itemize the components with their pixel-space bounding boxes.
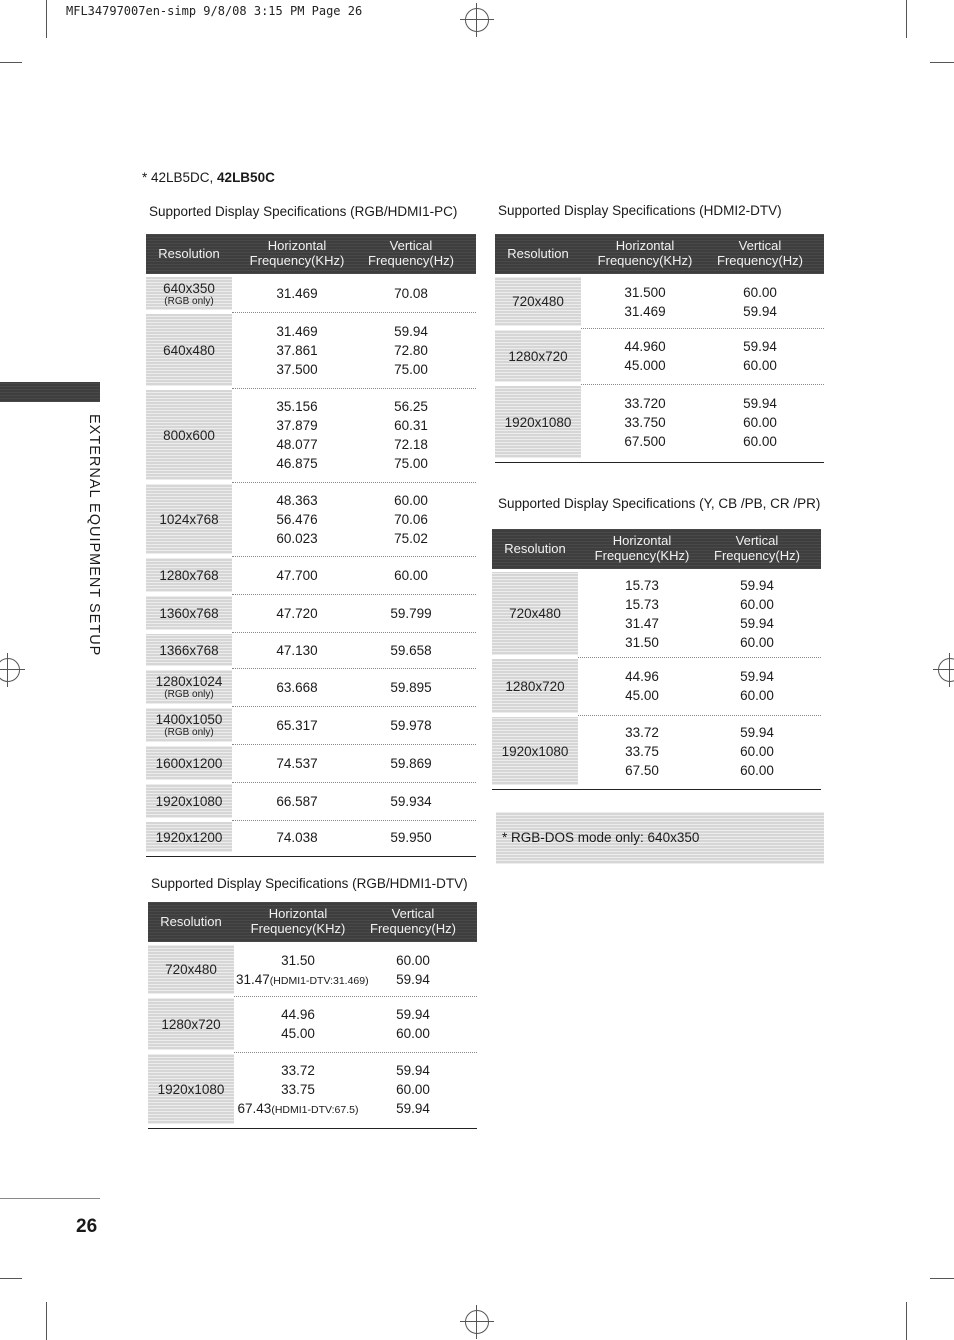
- table-row: [146, 820, 476, 854]
- horizontal-frequency-value: 67.500: [624, 434, 666, 449]
- table-row: [146, 632, 476, 668]
- resolution-cell: [148, 1054, 234, 1124]
- header-vertical-frequency: [701, 238, 819, 268]
- vertical-frequency-value: 59.799: [390, 606, 432, 621]
- header-vertical-frequency: [354, 906, 472, 936]
- resolution-cell: [146, 277, 232, 310]
- table-bottom-rule: [495, 462, 824, 463]
- resolution-cell: [146, 484, 232, 554]
- horizontal-frequency-value: 47.130: [276, 643, 318, 658]
- header-horizontal-line: Frequency(KHz): [249, 253, 345, 268]
- horizontal-frequency-values: [234, 566, 360, 585]
- resolution-value: 1920x1080: [504, 414, 572, 430]
- vertical-frequency-values: [354, 1061, 472, 1118]
- model-list-bold: 42LB50C: [217, 170, 275, 185]
- horizontal-frequency-value: 48.077: [276, 437, 318, 452]
- horizontal-frequency-value: 33.75: [625, 744, 659, 759]
- table-row: [146, 744, 476, 782]
- vertical-frequency-values: [356, 716, 466, 735]
- vertical-frequency-value: 59.978: [390, 718, 432, 733]
- horizontal-frequency-value: 66.587: [276, 794, 318, 809]
- vertical-frequency-values: [356, 491, 466, 548]
- resolution-cell: [146, 784, 232, 818]
- vertical-frequency-values: [698, 667, 816, 705]
- resolution-cell: [146, 558, 232, 592]
- vertical-frequency-value: 60.00: [743, 434, 777, 449]
- table-bottom-rule: [492, 789, 821, 790]
- horizontal-frequency-value: 33.720: [624, 396, 666, 411]
- horizontal-frequency-value: 63.668: [276, 680, 318, 695]
- vertical-frequency-values: [356, 284, 466, 303]
- horizontal-frequency-value: 15.73: [625, 578, 659, 593]
- vertical-frequency-value: 60.00: [394, 568, 428, 583]
- table-title-ycbcr: Supported Display Specifications (Y, CB /PB, CR /PR): [498, 496, 821, 511]
- resolution-value: 1600x1200: [155, 755, 223, 771]
- vertical-frequency-value: 59.94: [396, 1101, 430, 1116]
- vertical-frequency-value: 59.94: [743, 396, 777, 411]
- vertical-frequency-value: 60.00: [396, 1026, 430, 1041]
- resolution-value: 1920x1080: [155, 793, 223, 809]
- table-row: [492, 657, 821, 715]
- header-horizontal-line: Horizontal: [268, 906, 328, 921]
- vertical-frequency-value: 60.00: [740, 744, 774, 759]
- resolution-cell: [146, 596, 232, 630]
- resolution-value: 1920x1080: [501, 743, 569, 759]
- horizontal-frequency-values: [234, 716, 360, 735]
- vertical-frequency-value: 59.94: [740, 669, 774, 684]
- vertical-frequency-values: [356, 828, 466, 847]
- vertical-frequency-value: 56.25: [394, 399, 428, 414]
- header-vertical-frequency: [698, 533, 816, 563]
- registration-mark-right: [938, 658, 954, 682]
- resolution-cell: [495, 386, 581, 458]
- horizontal-frequency-value: 31.50: [281, 953, 315, 968]
- horizontal-frequency-value: 65.317: [276, 718, 318, 733]
- horizontal-frequency-value: 56.476: [276, 512, 318, 527]
- rgb-dos-note: * RGB-DOS mode only: 640x350: [496, 812, 824, 864]
- vertical-frequency-value: 60.00: [394, 493, 428, 508]
- horizontal-frequency-values: [234, 284, 360, 303]
- table-row: [146, 668, 476, 706]
- vertical-frequency-value: 60.00: [743, 285, 777, 300]
- horizontal-frequency-value: 48.363: [276, 493, 318, 508]
- vertical-frequency-values: [698, 723, 816, 780]
- horizontal-frequency-values: [236, 1005, 360, 1043]
- vertical-frequency-value: 59.94: [396, 1007, 430, 1022]
- header-horizontal-frequency: [234, 238, 360, 268]
- resolution-value: 800x600: [163, 427, 215, 443]
- section-side-label: EXTERNAL EQUIPMENT SETUP: [86, 414, 102, 657]
- horizontal-frequency-values: [234, 678, 360, 697]
- horizontal-frequency-values: [585, 394, 705, 451]
- resolution-cell: [492, 659, 578, 713]
- horizontal-frequency-value: 60.023: [276, 531, 318, 546]
- vertical-frequency-value: 60.00: [740, 763, 774, 778]
- vertical-frequency-value: 59.950: [390, 830, 432, 845]
- vertical-frequency-values: [356, 678, 466, 697]
- vertical-frequency-value: 59.94: [743, 304, 777, 319]
- vertical-frequency-value: 59.94: [396, 1063, 430, 1078]
- vertical-frequency-value: 75.02: [394, 531, 428, 546]
- vertical-frequency-values: [356, 754, 466, 773]
- vertical-frequency-value: 72.80: [394, 343, 428, 358]
- vertical-frequency-value: 59.94: [394, 324, 428, 339]
- horizontal-frequency-value: 45.000: [624, 358, 666, 373]
- header-horizontal-frequency: [585, 238, 705, 268]
- header-vertical-line: Vertical: [389, 238, 433, 253]
- horizontal-frequency-value: 35.156: [276, 399, 318, 414]
- table-row: [495, 384, 824, 460]
- horizontal-frequency-value: 37.500: [276, 362, 318, 377]
- resolution-value: 640x480: [163, 342, 215, 358]
- horizontal-frequency-values: [236, 951, 369, 991]
- header-horizontal-frequency: [582, 533, 702, 563]
- resolution-note: (RGB only): [164, 727, 214, 738]
- header-horizontal-frequency: [236, 906, 360, 936]
- table-row: [146, 782, 476, 820]
- table-row: [146, 275, 476, 312]
- table-title-hdmi2: Supported Display Specifications (HDMI2-DTV): [498, 203, 782, 218]
- vertical-frequency-values: [701, 283, 819, 321]
- table-title-pc: Supported Display Specifications (RGB/HDMI1-PC): [149, 204, 458, 219]
- vertical-frequency-value: 70.08: [394, 286, 428, 301]
- page-number: 26: [76, 1216, 98, 1237]
- resolution-value: 1280x720: [161, 1016, 221, 1032]
- vertical-frequency-value: 60.00: [743, 358, 777, 373]
- table-header-hdmi2: [495, 234, 824, 274]
- resolution-value: 720x480: [512, 294, 564, 309]
- resolution-value: 1400x1050: [155, 712, 223, 727]
- table-pc: [146, 234, 476, 856]
- horizontal-frequency-value: 67.43(HDMI1-DTV:67.5): [237, 1101, 359, 1116]
- header-vertical-line: Frequency(Hz): [368, 253, 454, 268]
- table-row: [495, 275, 824, 328]
- horizontal-frequency-value: 45.00: [625, 688, 659, 703]
- horizontal-frequency-value: 74.537: [276, 756, 318, 771]
- header-horizontal-line: Frequency(KHz): [597, 253, 693, 268]
- resolution-cell: [148, 998, 234, 1050]
- vertical-frequency-values: [356, 397, 466, 473]
- vertical-frequency-value: 59.94: [740, 725, 774, 740]
- resolution-note: (RGB only): [164, 295, 214, 307]
- resolution-value: 720x480: [165, 962, 217, 977]
- model-list-regular: * 42LB5DC,: [142, 170, 218, 185]
- horizontal-frequency-value: 45.00: [281, 1026, 315, 1041]
- horizontal-frequency-value: 44.96: [625, 669, 659, 684]
- horizontal-frequency-value: 31.469: [276, 324, 318, 339]
- header-horizontal-line: Horizontal: [267, 238, 327, 253]
- horizontal-frequency-value: 44.960: [624, 339, 666, 354]
- table-row: [148, 996, 477, 1052]
- resolution-cell: [492, 717, 578, 785]
- resolution-cell: [146, 314, 232, 386]
- table-row: [146, 706, 476, 744]
- resolution-value: 1024x768: [159, 511, 219, 527]
- vertical-frequency-value: 60.31: [394, 418, 428, 433]
- horizontal-frequency-values: [234, 491, 360, 548]
- horizontal-frequency-value: 33.750: [624, 415, 666, 430]
- model-list: [142, 170, 275, 185]
- resolution-cell: [146, 822, 232, 852]
- horizontal-frequency-value: 74.038: [276, 830, 318, 845]
- registration-mark-bottom: [465, 1310, 489, 1334]
- vertical-frequency-value: 59.94: [740, 578, 774, 593]
- resolution-cell: [495, 330, 581, 382]
- resolution-cell: [492, 572, 578, 655]
- vertical-frequency-value: 59.895: [390, 680, 432, 695]
- resolution-value: 1280x768: [159, 567, 219, 583]
- resolution-cell: [146, 746, 232, 780]
- vertical-frequency-values: [356, 641, 466, 660]
- horizontal-frequency-value: 31.500: [624, 285, 666, 300]
- resolution-value: 640x350: [163, 280, 215, 296]
- table-row: [146, 482, 476, 556]
- table-ycbcr: [492, 529, 821, 791]
- horizontal-frequency-value: 31.50: [625, 635, 659, 650]
- vertical-frequency-value: 60.00: [396, 1082, 430, 1097]
- table-row: [495, 328, 824, 384]
- header-vertical-frequency: [356, 238, 466, 268]
- vertical-frequency-values: [701, 337, 819, 375]
- table-header-pc: [146, 234, 476, 274]
- table-row: [146, 594, 476, 632]
- vertical-frequency-values: [354, 951, 472, 989]
- header-vertical-line: Frequency(Hz): [717, 253, 803, 268]
- table-dtv: [148, 902, 477, 1130]
- resolution-cell: [495, 277, 581, 326]
- vertical-frequency-values: [356, 322, 466, 379]
- horizontal-frequency-values: [585, 283, 705, 321]
- table-header-ycbcr: [492, 529, 821, 569]
- horizontal-frequency-values: [234, 828, 360, 847]
- horizontal-frequency-value: 46.875: [276, 456, 318, 471]
- header-horizontal-line: Horizontal: [612, 533, 672, 548]
- header-resolution: Resolution: [158, 246, 220, 261]
- horizontal-frequency-value: 31.469: [276, 286, 318, 301]
- horizontal-frequency-value: 33.72: [625, 725, 659, 740]
- header-vertical-line: Frequency(Hz): [370, 921, 456, 936]
- vertical-frequency-value: 59.94: [396, 972, 430, 987]
- header-horizontal-line: Frequency(KHz): [250, 921, 346, 936]
- vertical-frequency-value: 60.00: [740, 688, 774, 703]
- vertical-frequency-value: 59.94: [740, 616, 774, 631]
- horizontal-frequency-values: [236, 1061, 360, 1120]
- header-vertical-line: Vertical: [391, 906, 435, 921]
- horizontal-frequency-values: [582, 723, 702, 780]
- horizontal-frequency-value: 37.879: [276, 418, 318, 433]
- horizontal-frequency-value: 37.861: [276, 343, 318, 358]
- resolution-note: (RGB only): [164, 689, 214, 700]
- horizontal-frequency-value: 47.700: [276, 568, 318, 583]
- resolution-cell: [148, 945, 234, 994]
- vertical-frequency-value: 59.934: [390, 794, 432, 809]
- resolution-value: 1360x768: [159, 605, 219, 621]
- resolution-value: 1366x768: [159, 642, 219, 658]
- table-header-dtv: [148, 902, 477, 942]
- header-vertical-line: Vertical: [738, 238, 782, 253]
- horizontal-frequency-value: 33.72: [281, 1063, 315, 1078]
- vertical-frequency-value: 60.00: [740, 635, 774, 650]
- vertical-frequency-value: 75.00: [394, 362, 428, 377]
- resolution-value: 1280x720: [508, 348, 568, 364]
- table-row: [148, 943, 477, 996]
- vertical-frequency-value: 75.00: [394, 456, 428, 471]
- horizontal-frequency-values: [234, 322, 360, 379]
- resolution-cell: [146, 708, 232, 742]
- resolution-value: 1920x1200: [155, 829, 223, 845]
- header-resolution: Resolution: [160, 914, 222, 929]
- horizontal-frequency-values: [582, 576, 702, 652]
- horizontal-frequency-value: 31.47: [625, 616, 659, 631]
- table-hdmi2: [495, 234, 824, 466]
- vertical-frequency-value: 70.06: [394, 512, 428, 527]
- resolution-value: 1280x720: [505, 678, 565, 694]
- header-horizontal-line: Frequency(KHz): [594, 548, 690, 563]
- horizontal-frequency-value: 44.96: [281, 1007, 315, 1022]
- horizontal-frequency-values: [234, 754, 360, 773]
- header-resolution: Resolution: [504, 541, 566, 556]
- vertical-frequency-value: 59.658: [390, 643, 432, 658]
- horizontal-frequency-values: [234, 641, 360, 660]
- table-row: [492, 715, 821, 787]
- section-tab-marker: [0, 382, 100, 402]
- vertical-frequency-values: [354, 1005, 472, 1043]
- print-slug: MFL34797007en-simp 9/8/08 3:15 PM Page 26: [66, 4, 363, 18]
- horizontal-frequency-values: [234, 604, 360, 623]
- table-row: [146, 556, 476, 594]
- table-bottom-rule: [146, 856, 476, 857]
- header-horizontal-line: Horizontal: [615, 238, 675, 253]
- table-title-dtv: Supported Display Specifications (RGB/HDMI1-DTV): [151, 876, 468, 891]
- horizontal-frequency-value: 47.720: [276, 606, 318, 621]
- horizontal-frequency-value: 15.73: [625, 597, 659, 612]
- vertical-frequency-values: [698, 576, 816, 652]
- horizontal-frequency-value: 33.75: [281, 1082, 315, 1097]
- resolution-value: 1920x1080: [157, 1081, 225, 1097]
- vertical-frequency-value: 60.00: [396, 953, 430, 968]
- resolution-value: 720x480: [509, 606, 561, 621]
- registration-mark-left: [0, 658, 20, 682]
- vertical-frequency-values: [701, 394, 819, 451]
- resolution-value: 1280x1024: [155, 674, 223, 689]
- resolution-cell: [146, 390, 232, 480]
- horizontal-frequency-value: 31.47(HDMI1-DTV:31.469): [236, 972, 369, 987]
- horizontal-frequency-value: 67.50: [625, 763, 659, 778]
- header-vertical-line: Frequency(Hz): [714, 548, 800, 563]
- header-resolution: Resolution: [507, 246, 569, 261]
- vertical-frequency-value: 59.94: [743, 339, 777, 354]
- resolution-cell: [146, 670, 232, 704]
- table-row: [146, 312, 476, 388]
- vertical-frequency-value: 60.00: [740, 597, 774, 612]
- vertical-frequency-values: [356, 792, 466, 811]
- horizontal-frequency-values: [234, 792, 360, 811]
- vertical-frequency-values: [356, 566, 466, 585]
- vertical-frequency-values: [356, 604, 466, 623]
- header-vertical-line: Vertical: [735, 533, 779, 548]
- horizontal-frequency-values: [585, 337, 705, 375]
- vertical-frequency-value: 60.00: [743, 415, 777, 430]
- resolution-cell: [146, 634, 232, 666]
- horizontal-frequency-value: 31.469: [624, 304, 666, 319]
- page-number-rule: [0, 1198, 100, 1199]
- vertical-frequency-value: 72.18: [394, 437, 428, 452]
- table-row: [148, 1052, 477, 1126]
- table-row: [492, 570, 821, 657]
- vertical-frequency-value: 59.869: [390, 756, 432, 771]
- table-row: [146, 388, 476, 482]
- registration-mark-top: [465, 8, 489, 32]
- horizontal-frequency-values: [582, 667, 702, 705]
- horizontal-frequency-values: [234, 397, 360, 473]
- table-bottom-rule: [148, 1128, 477, 1129]
